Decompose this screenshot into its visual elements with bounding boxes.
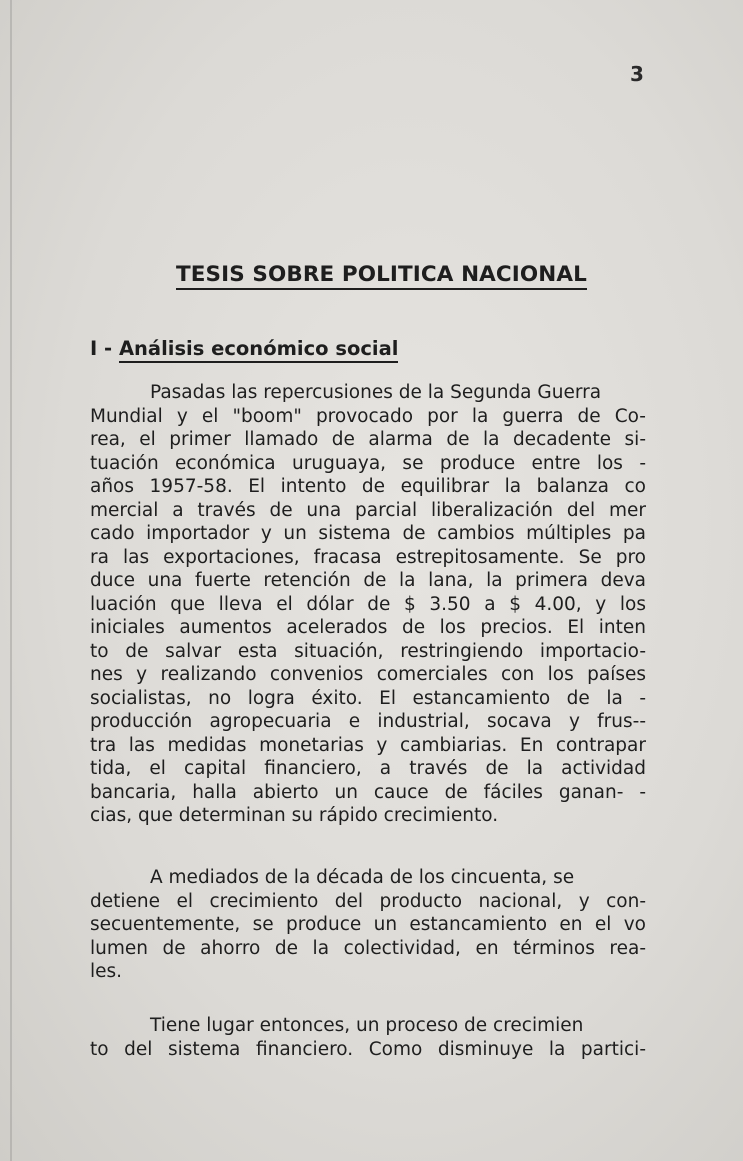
paragraph-1 — [90, 381, 646, 828]
paragraph-line: duce una fuerte retención de la lana, la primera deva — [90, 570, 646, 591]
paragraph-line: tra las medidas monetarias y cambiarias. En contrapar — [90, 734, 646, 756]
paragraph-line: Tiene lugar entonces, un proceso de crecimien — [150, 1015, 584, 1036]
section-heading — [90, 337, 398, 360]
paragraph-line: Pasadas las repercusiones de la Segunda Guerra — [150, 382, 602, 403]
paragraph-line: años 1957-58. El intento de equilibrar la balanza co — [90, 476, 646, 497]
paragraph-2 — [90, 866, 646, 984]
paragraph-line: bancaria, halla abierto un cauce de fáciles ganan- - — [90, 781, 646, 803]
document-title: TESIS SOBRE POLITICA NACIONAL — [176, 262, 587, 290]
paragraph-line: to del sistema financiero. Como disminuye la partici- — [90, 1038, 646, 1060]
page-number: 3 — [630, 62, 644, 86]
paragraph-line: mercial a través de una parcial liberalización del mer — [90, 499, 646, 521]
paragraph-line: Mundial y el "boom" provocado por la guerra de Co- — [90, 405, 646, 427]
paragraph-line: cias, que determinan su rápido crecimiento. — [90, 805, 499, 826]
paragraph-line: luación que lleva el dólar de $ 3.50 a $ 4.00, y los — [90, 593, 646, 615]
paragraph-line: tuación económica uruguaya, se produce entre los - — [90, 452, 646, 474]
paragraph-line: tida, el capital financiero, a través de la actividad — [90, 758, 646, 779]
paragraph-line: les. — [90, 961, 123, 982]
paragraph-line: ra las exportaciones, fracasa estrepitosamente. Se pro — [90, 546, 646, 568]
section-heading-text: Análisis económico social — [119, 337, 398, 363]
paragraph-line: lumen de ahorro de la colectividad, en términos rea- — [90, 937, 646, 959]
paragraph-line: to de salvar esta situación, restringiendo importacio- — [90, 640, 646, 662]
paragraph-line: socialistas, no logra éxito. El estancamiento de la - — [90, 687, 646, 709]
paragraph-line: A mediados de la década de los cincuenta, se — [150, 867, 575, 888]
paragraph-line: producción agropecuaria e industrial, socava y frus-- — [90, 711, 646, 732]
paragraph-line: iniciales aumentos acelerados de los precios. El inten — [90, 617, 646, 638]
paragraph-line: cado importador y un sistema de cambios múltiples pa — [90, 523, 646, 544]
paragraph-line: nes y realizando convenios comerciales con los países — [90, 664, 646, 685]
section-heading-prefix: I - — [90, 337, 119, 360]
page-edge-line — [10, 0, 12, 1161]
paragraph-line: rea, el primer llamado de alarma de la decadente si- — [90, 429, 646, 450]
paragraph-line: secuentemente, se produce un estancamiento en el vo — [90, 914, 646, 935]
paragraph-3 — [90, 1014, 646, 1061]
paragraph-line: detiene el crecimiento del producto nacional, y con- — [90, 890, 646, 912]
